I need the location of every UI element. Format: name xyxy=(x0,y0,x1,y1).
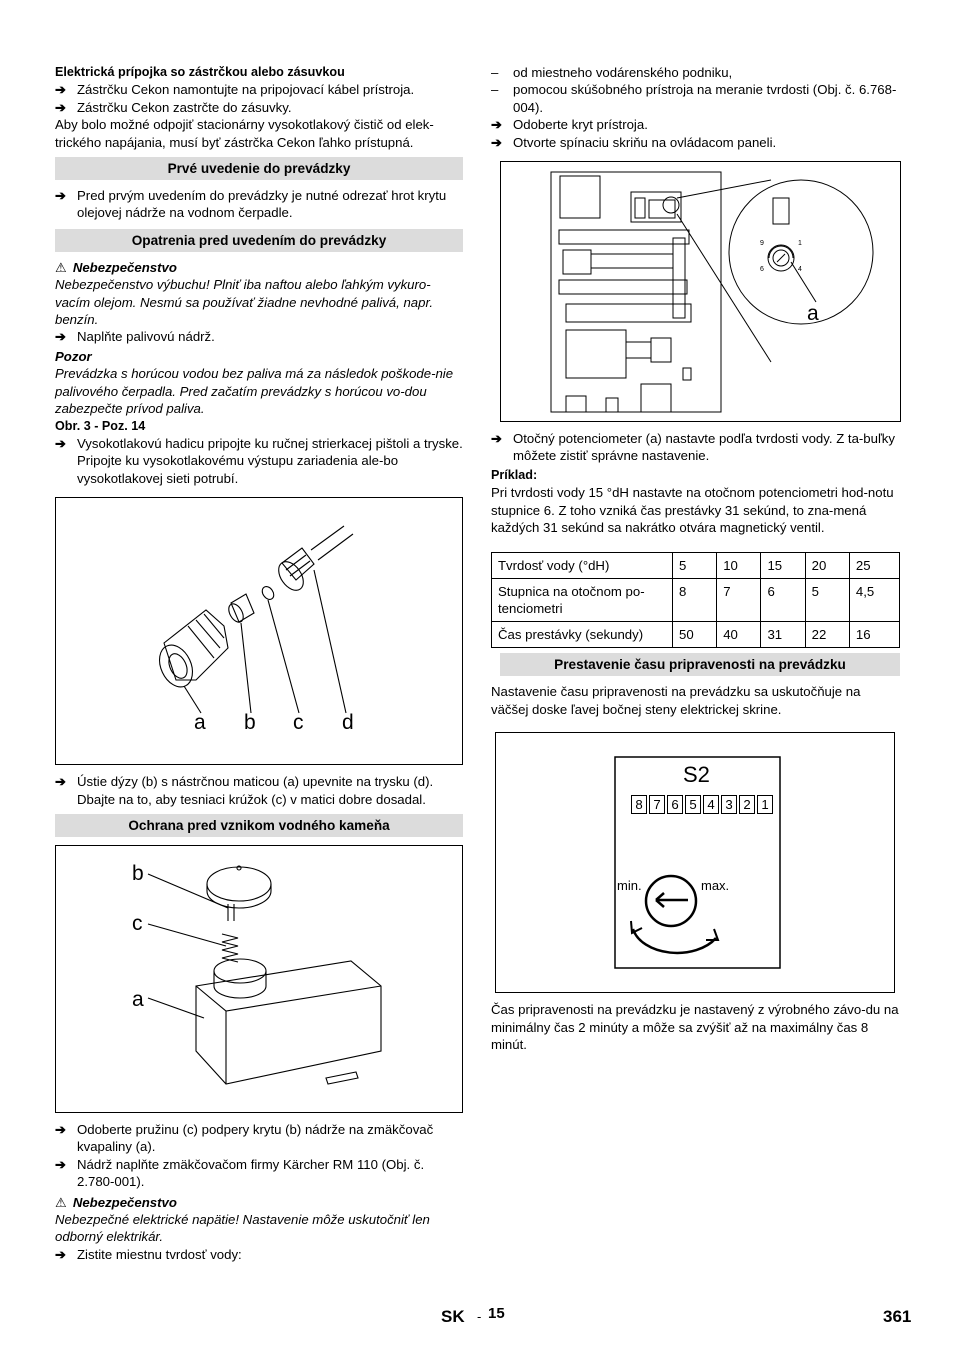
paragraph-plug-access: Aby bolo možné odpojiť stacionárny vysokotlakový čistič od elek-trického napájania, musí byť zástrčka Cekon ľahko prístupná. xyxy=(55,117,434,150)
dip-digit: 4 xyxy=(703,795,719,814)
figure-label-a: a xyxy=(807,302,819,326)
instruction-cut-tip: ➔ Pred prvým uvedením do prevádzky je nutné odrezať hrot krytu olejovej nádrže na vodnom čerpadle. xyxy=(55,188,447,221)
right-arrow-icon: ➔ xyxy=(55,1121,67,1137)
figure-control-box xyxy=(500,161,901,422)
table-cell: 8 xyxy=(673,579,717,622)
table-cell: 7 xyxy=(717,579,761,622)
table-row xyxy=(492,553,900,579)
instruction-fill-fuel: ➔ Naplňte palivovú nádrž. xyxy=(55,329,215,345)
table-cell: 5 xyxy=(673,553,717,579)
nozzle-drawing xyxy=(56,498,464,766)
figure-reference: Obr. 3 - Poz. 14 xyxy=(55,418,146,433)
table-cell: 20 xyxy=(805,553,849,579)
dip-digit: 2 xyxy=(739,795,755,814)
example-text: Pri tvrdosti vody 15 °dH nastavte na otočnom potenciometri hod-notu stupnice 6. Z toho vzniká čas prestávky 31 sekúnd, to zna-mená každých 31 sekúnd sa nakrátko otvára magnetický ventil. xyxy=(491,485,894,536)
right-arrow-icon: ➔ xyxy=(55,774,67,790)
warning-triangle-icon: ⚠ xyxy=(55,1194,67,1210)
instruction-fill-tank: ➔ Nádrž naplňte zmäkčovačom firmy Kärcher RM 110 (Obj. č. 2.780-001). xyxy=(55,1156,425,1190)
warning-text-explosion: Nebezpečenstvo výbuchu! Plniť iba naftou alebo ľahkým vykuro-vacím olejom. Nesmú sa používať žiadne nevhodné palivá, napr. benzín. xyxy=(55,277,434,328)
hardness-table xyxy=(491,552,900,648)
paragraph-factory-setting: Čas pripravenosti na prevádzku je nastavený z výrobného závo-du na minimálny čas 2 minúty a môže sa zvýšiť až na maximálny čas 8 minút. xyxy=(491,1002,899,1053)
section-header-readiness-time: Prestavenie času pripravenosti na prevádzku xyxy=(500,653,900,676)
table-cell: 15 xyxy=(761,553,805,579)
instruction-connect-hose: ➔ Vysokotlakovú hadicu pripojte ku ručnej strierkacej pištoli a tryske. Pripojte ku vysokotlakovému výstupu zariadenia ale-bo vysokotlakovej sieti potrubí. xyxy=(55,435,463,486)
right-arrow-icon: ➔ xyxy=(55,435,67,451)
right-arrow-icon: ➔ xyxy=(55,82,67,98)
figure-label-b: b xyxy=(244,711,256,735)
dial-mark-1: 1 xyxy=(798,240,802,248)
dip-digit: 1 xyxy=(757,795,773,814)
table-cell: 31 xyxy=(761,622,805,648)
caution-heading: Pozor xyxy=(55,348,92,364)
switch-title: S2 xyxy=(683,762,710,788)
dip-switch-digits xyxy=(631,795,773,814)
right-arrow-icon: ➔ xyxy=(55,329,67,345)
dial-mark-9: 9 xyxy=(760,240,764,248)
max-label: max. xyxy=(701,878,730,894)
table-cell: 25 xyxy=(849,553,899,579)
right-arrow-icon: ➔ xyxy=(55,99,67,115)
figure-label-a: a xyxy=(194,711,206,735)
dip-digit: 8 xyxy=(631,795,647,814)
list-item-waterworks: – od miestneho vodárenského podniku, xyxy=(491,65,733,80)
table-cell: 6 xyxy=(761,579,805,622)
warning-heading: ⚠ Nebezpečenstvo xyxy=(55,1194,177,1210)
dip-digit: 5 xyxy=(685,795,701,814)
table-row xyxy=(492,579,900,622)
warning-heading: ⚠ Nebezpečenstvo xyxy=(55,259,177,275)
instruction-open-box: ➔ Otvorte spínaciu skriňu na ovládacom paneli. xyxy=(491,134,777,150)
right-arrow-icon: ➔ xyxy=(55,1156,67,1172)
table-cell: 50 xyxy=(673,622,717,648)
table-cell: Čas prestávky (sekundy) xyxy=(492,622,673,648)
dip-digit: 7 xyxy=(649,795,665,814)
figure-nozzle-assembly xyxy=(55,497,463,765)
dial-mark-4: 4 xyxy=(798,266,802,274)
example-heading: Príklad: xyxy=(491,467,538,482)
instruction-fix-nozzle: ➔ Ústie dýzy (b) s nástrčnou maticou (a) upevnite na trysku (d). Dbajte na to, aby tesniaci krúžok (c) v matici dobre dosadal. xyxy=(55,774,434,807)
section-header-scale-protection: Ochrana pred vznikom vodného kameňa xyxy=(55,814,463,837)
warning-text-voltage: Nebezpečné elektrické napätie! Nastavenie môže uskutočniť len odborný elektrikár. xyxy=(55,1211,430,1245)
left-column xyxy=(55,64,463,1263)
figure-softener-tank xyxy=(55,845,463,1113)
footer-dash: - xyxy=(477,1309,482,1324)
list-item-tester: – pomocou skúšobného prístroja na meranie tvrdosti (Obj. č. 6.768-004). xyxy=(491,82,897,115)
footer-page-number: 361 xyxy=(883,1307,912,1326)
figure-label-a: a xyxy=(132,987,144,1011)
dial-mark-6: 6 xyxy=(760,266,764,274)
right-arrow-icon: ➔ xyxy=(55,188,67,204)
section-title-electrical: Elektrická prípojka so zástrčkou alebo zásuvkou xyxy=(55,65,345,79)
table-cell: Stupnica na otočnom po-tenciometri xyxy=(492,579,673,622)
table-row xyxy=(492,622,900,648)
figure-label-b: b xyxy=(132,861,144,885)
section-header-precautions: Opatrenia pred uvedením do prevádzky xyxy=(55,229,463,252)
footer-section-page: 15 xyxy=(488,1305,505,1322)
table-cell: 10 xyxy=(717,553,761,579)
table-cell: 4,5 xyxy=(849,579,899,622)
right-column xyxy=(491,64,900,1054)
table-cell: Tvrdosť vody (°dH) xyxy=(492,553,673,579)
min-label: min. xyxy=(617,878,642,894)
dip-digit: 3 xyxy=(721,795,737,814)
caution-text: Prevádzka s horúcou vodou bez paliva má za následok poškode-nie palivového čerpadla. Pred začatím prevádzky s horúcou vo-dou zabezpečte prívod paliva. xyxy=(55,366,454,417)
control-box-drawing xyxy=(501,162,902,423)
instruction-mount-plug: ➔ Zástrčku Cekon namontujte na pripojovací kábel prístroja. xyxy=(55,82,415,98)
figure-label-c: c xyxy=(132,911,143,935)
dip-digit: 6 xyxy=(667,795,683,814)
table-cell: 16 xyxy=(849,622,899,648)
instruction-insert-plug: ➔ Zástrčku Cekon zastrčte do zásuvky. xyxy=(55,99,292,115)
warning-triangle-icon: ⚠ xyxy=(55,259,67,275)
table-cell: 22 xyxy=(805,622,849,648)
footer-language: SK xyxy=(441,1307,465,1326)
right-arrow-icon: ➔ xyxy=(55,1246,67,1262)
right-arrow-icon: ➔ xyxy=(491,431,503,447)
figure-label-c: c xyxy=(293,711,304,735)
tank-drawing xyxy=(56,846,464,1114)
instruction-remove-cover: ➔ Odoberte kryt prístroja. xyxy=(491,117,648,133)
right-arrow-icon: ➔ xyxy=(491,117,503,133)
section-header-first-use: Prvé uvedenie do prevádzky xyxy=(55,157,463,180)
paragraph-readiness-setting: Nastavenie času pripravenosti na prevádzku sa uskutočňuje na väčšej doske ľavej bočnej steny elektrickej skrine. xyxy=(491,684,861,717)
instruction-remove-spring: ➔ Odoberte pružinu (c) podpery krytu (b) nádrže na zmäkčovač kvapaliny (a). xyxy=(55,1121,434,1155)
table-cell: 5 xyxy=(805,579,849,622)
table-cell: 40 xyxy=(717,622,761,648)
instruction-set-potentiometer: ➔ Otočný potenciometer (a) nastavte podľa tvrdosti vody. Z ta-buľky môžete zistiť správne nastavenie. xyxy=(491,431,895,464)
figure-label-d: d xyxy=(342,711,354,735)
figure-s2-switch xyxy=(495,732,895,993)
instruction-check-hardness: ➔ Zistite miestnu tvrdosť vody: xyxy=(55,1246,242,1262)
right-arrow-icon: ➔ xyxy=(491,134,503,150)
